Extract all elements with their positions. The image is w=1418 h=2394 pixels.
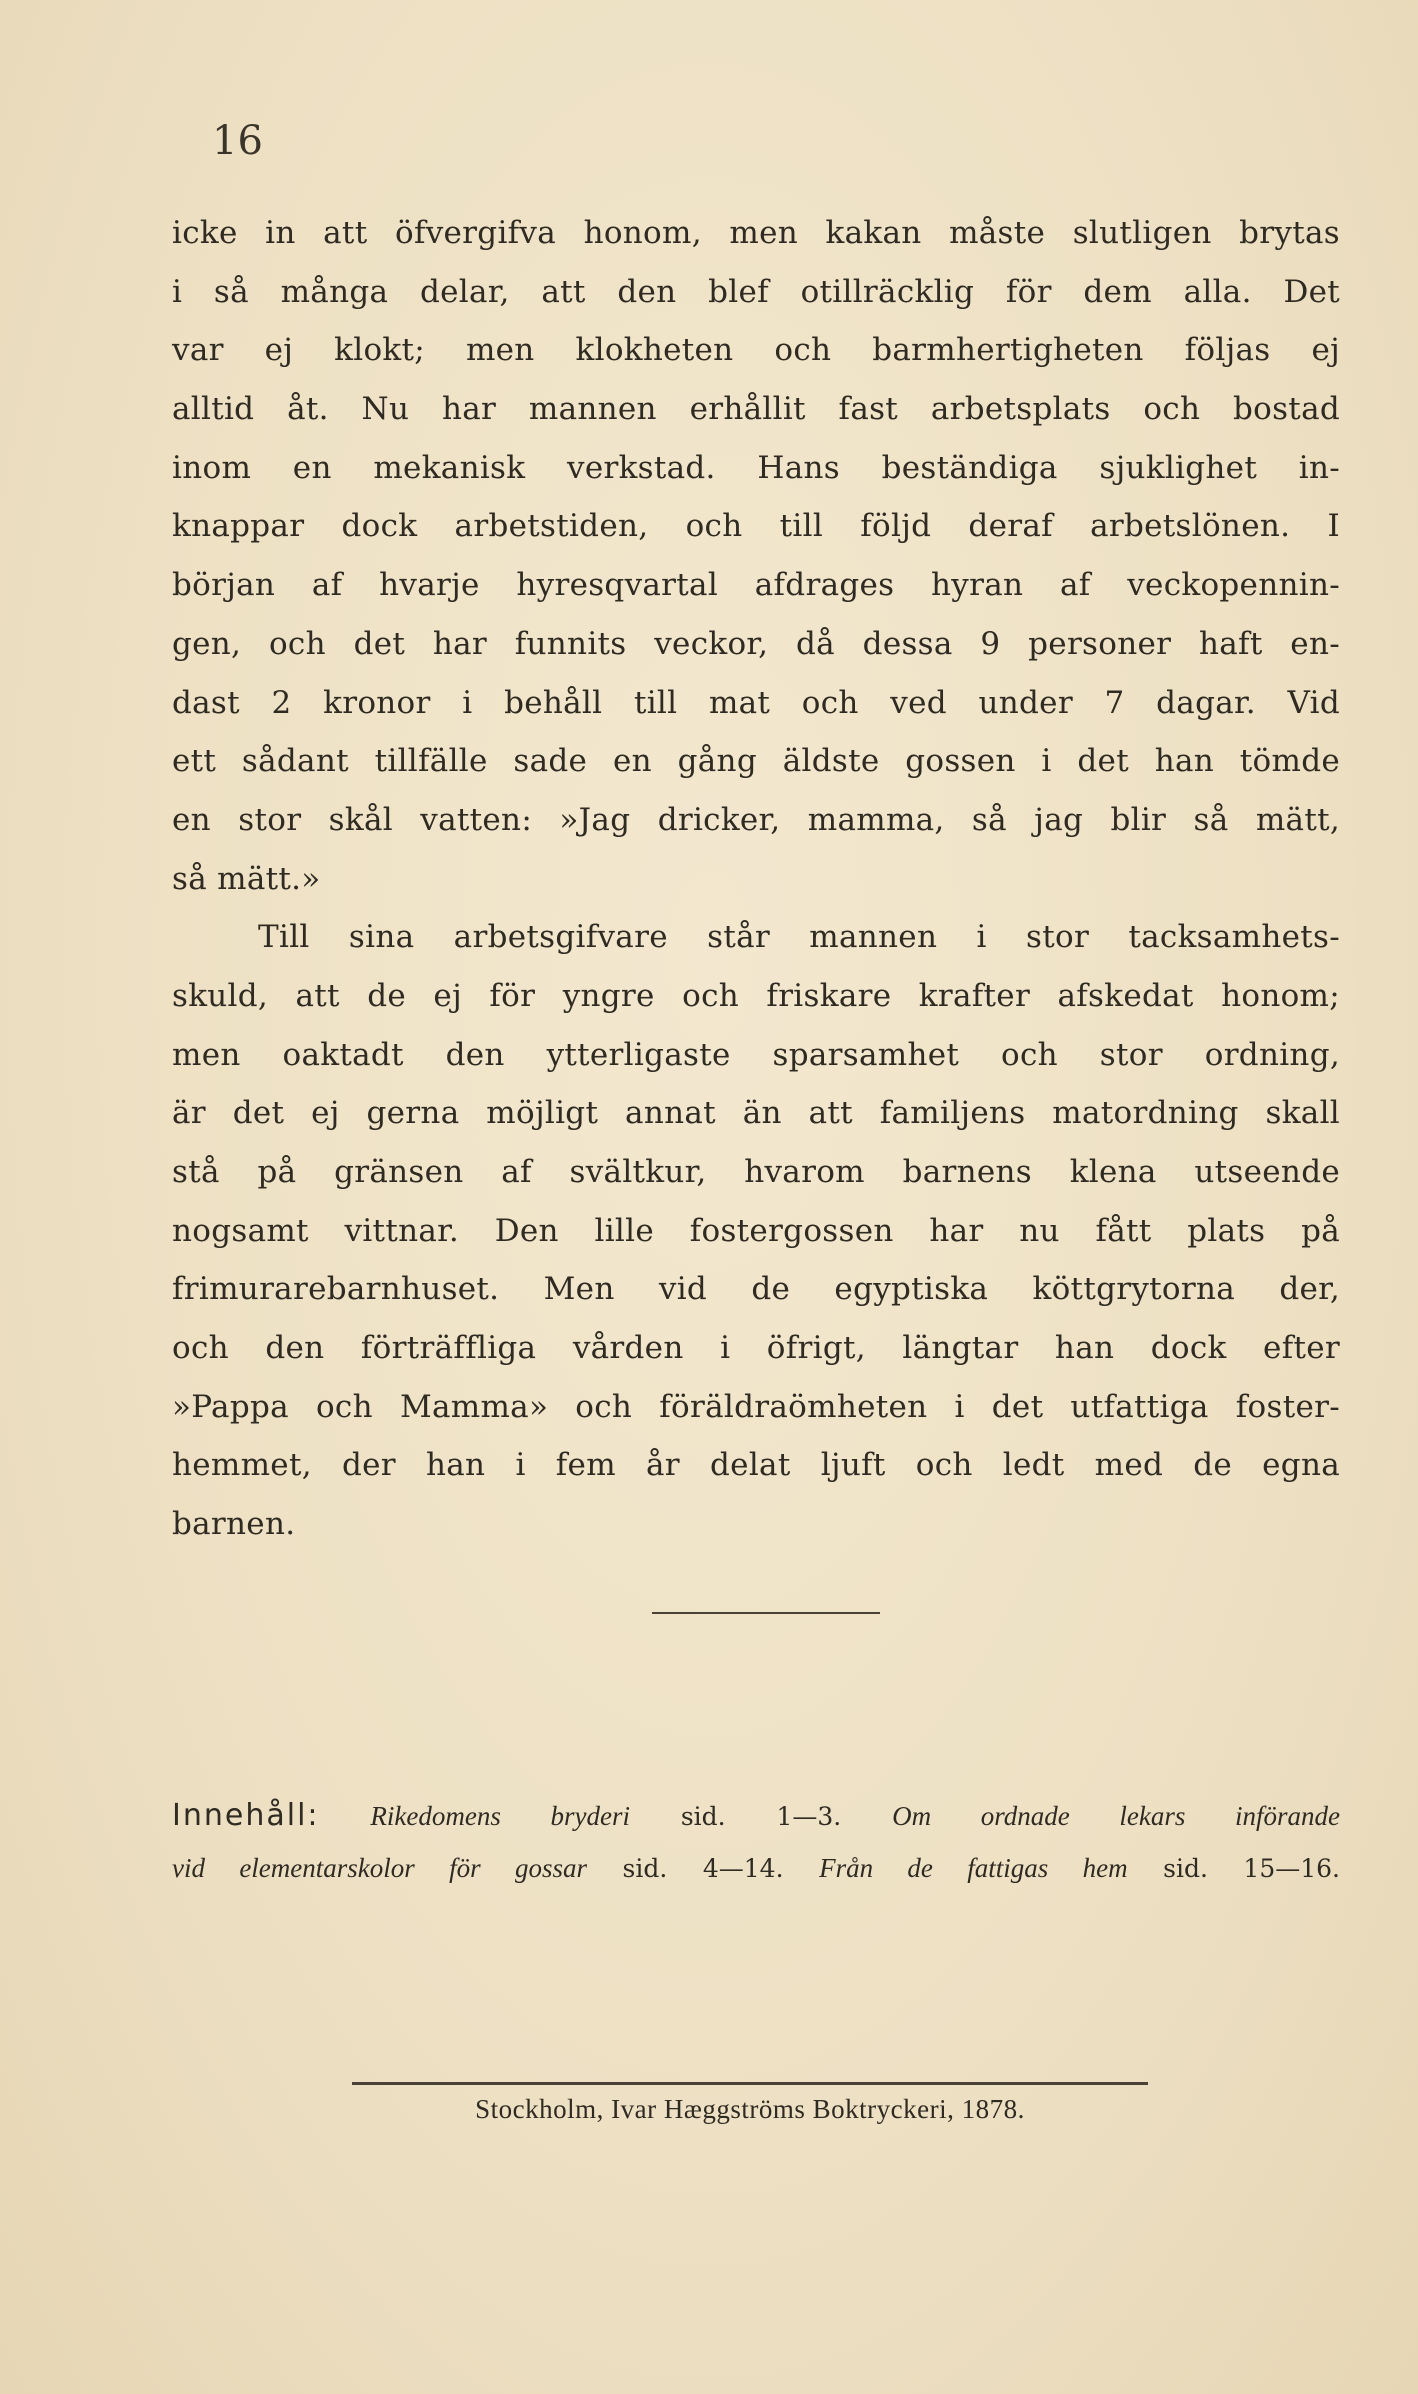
contents-item-pages: sid. 1—3. bbox=[680, 1802, 842, 1831]
text-line: frimurarebarnhuset. Men vid de egyptiska köttgrytorna der, bbox=[172, 1271, 1340, 1308]
contents-item-title: Från de fattigas hem bbox=[819, 1853, 1128, 1883]
text-line: början af hvarje hyresqvartal afdrages hyran af veckopennin- bbox=[172, 567, 1340, 604]
body-text bbox=[172, 204, 1340, 1554]
text-line: dast 2 kronor i behåll till mat och ved under 7 dagar. Vid bbox=[172, 684, 1340, 721]
contents-item-title: Rikedomens bryderi bbox=[370, 1801, 630, 1831]
text-line: nogsamt vittnar. Den lille fostergossen har nu fått plats på bbox=[172, 1212, 1340, 1249]
text-line: icke in att öfvergifva honom, men kakan måste slutligen brytas bbox=[172, 215, 1340, 251]
text-line: är det ej gerna möjligt annat än att familjens matordning skall bbox=[172, 1095, 1340, 1132]
text-line: så mätt.» bbox=[172, 860, 321, 897]
text-line: alltid åt. Nu har mannen erhållit fast arbetsplats och bostad bbox=[172, 391, 1340, 428]
table-of-contents bbox=[172, 1790, 1340, 1894]
section-divider bbox=[652, 1612, 880, 1614]
text-line: i så många delar, att den blef otillräcklig för dem alla. Det bbox=[172, 273, 1340, 310]
text-line: knappar dock arbetstiden, och till följd deraf arbetslönen. I bbox=[172, 508, 1340, 545]
text-line: ett sådant tillfälle sade en gång äldste gossen i det han tömde bbox=[172, 743, 1340, 780]
footer-divider bbox=[352, 2082, 1148, 2085]
text-line: Till sina arbetsgifvare står mannen i stor tacksamhets- bbox=[258, 919, 1340, 956]
contents-item-pages: sid. 15—16. bbox=[1163, 1854, 1341, 1883]
text-line: men oaktadt den ytterligaste sparsamhet och stor ordning, bbox=[172, 1036, 1340, 1073]
text-line: barnen. bbox=[172, 1506, 296, 1543]
printer-imprint: Stockholm, Ivar Hæggströms Boktryckeri, 1878. bbox=[475, 2094, 1025, 2124]
contents-line bbox=[172, 1842, 1340, 1894]
text-line: hemmet, der han i fem år delat ljuft och ledt med de egna bbox=[172, 1447, 1340, 1484]
contents-item-title: vid elementarskolor för gossar bbox=[172, 1853, 587, 1883]
contents-item-title: Om ordnade lekars införande bbox=[892, 1801, 1341, 1831]
text-line: »Pappa och Mamma» och föräldraömheten i det utfattiga foster- bbox=[172, 1388, 1340, 1425]
text-line: stå på gränsen af svältkur, hvarom barnens klena utseende bbox=[172, 1154, 1340, 1190]
contents-label: Innehåll: bbox=[172, 1798, 320, 1833]
text-line: inom en mekanisk verkstad. Hans beständiga sjuklighet in- bbox=[172, 449, 1340, 486]
text-line: skuld, att de ej för yngre och friskare krafter afskedat honom; bbox=[172, 977, 1340, 1014]
text-line: en stor skål vatten: »Jag dricker, mamma, så jag blir så mätt, bbox=[172, 801, 1340, 838]
page-number: 16 bbox=[212, 118, 263, 164]
text-line: var ej klokt; men klokheten och barmhertigheten följas ej bbox=[172, 332, 1340, 369]
contents-item-pages: sid. 4—14. bbox=[622, 1854, 784, 1883]
text-line: gen, och det har funnits veckor, då dessa 9 personer haft en- bbox=[172, 625, 1340, 662]
contents-line bbox=[172, 1790, 1340, 1842]
text-line: och den förträffliga vården i öfrigt, längtar han dock efter bbox=[172, 1330, 1340, 1367]
